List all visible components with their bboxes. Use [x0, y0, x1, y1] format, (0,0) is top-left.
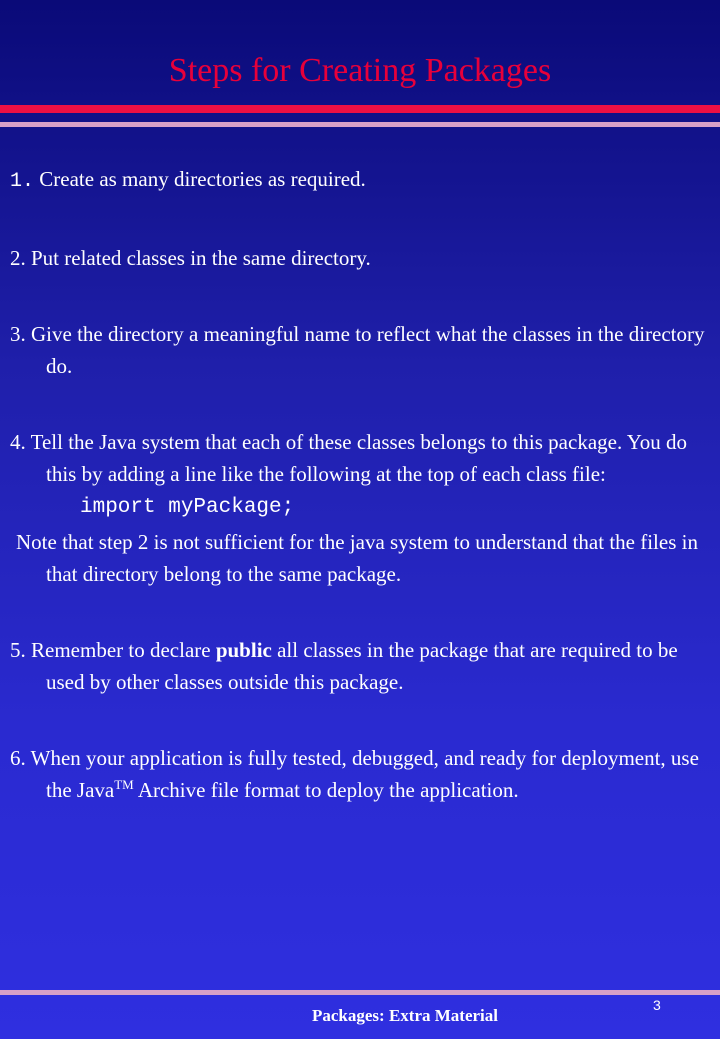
step-5: [10, 634, 710, 698]
step-number: 6.: [10, 746, 26, 770]
step-number: 4.: [10, 430, 26, 454]
code-example: import myPackage;: [80, 496, 295, 519]
step-text: Put related classes in the same directory.: [25, 246, 371, 270]
step-text: Give the directory a meaningful name to reflect what the classes in the directory do.: [25, 322, 705, 378]
title-divider-pink: [0, 122, 720, 127]
step-number: 1.: [10, 170, 35, 193]
step-number: 5.: [10, 638, 26, 662]
keyword-public: public: [215, 638, 272, 662]
title-divider-red: [0, 105, 720, 113]
steps-list: [10, 163, 710, 850]
step-number: 2.: [10, 246, 26, 270]
slide-title: Steps for Creating Packages: [168, 52, 552, 89]
step-2: [10, 242, 710, 274]
step-text-before: When your application is fully tested, debugged, and ready for deployment, use the Java: [25, 746, 699, 802]
trademark-sup: TM: [114, 777, 134, 792]
step-text-after: Archive file format to deploy the application.: [133, 778, 519, 802]
footer-title: Packages: Extra Material: [312, 1006, 498, 1025]
step-text: Tell the Java system that each of these classes belongs to this package. You do this by adding a line like the following at the top of each class file:: [25, 430, 688, 486]
step-text: Create as many directories as required.: [34, 167, 366, 191]
step-number: 3.: [10, 322, 26, 346]
step-4: [10, 426, 710, 490]
step-6: [10, 742, 710, 806]
step-3: [10, 318, 710, 382]
step-text-after: all classes in the package that are required to be used by other classes outside this package.: [46, 638, 678, 694]
step-1: [10, 163, 710, 198]
step-4-note: Note that step 2 is not sufficient for the java system to understand that the files in that directory belong to the same package.: [16, 530, 698, 586]
footer-divider: [0, 990, 720, 995]
page-number: 3: [653, 997, 661, 1013]
step-text-before: Remember to declare: [25, 638, 216, 662]
